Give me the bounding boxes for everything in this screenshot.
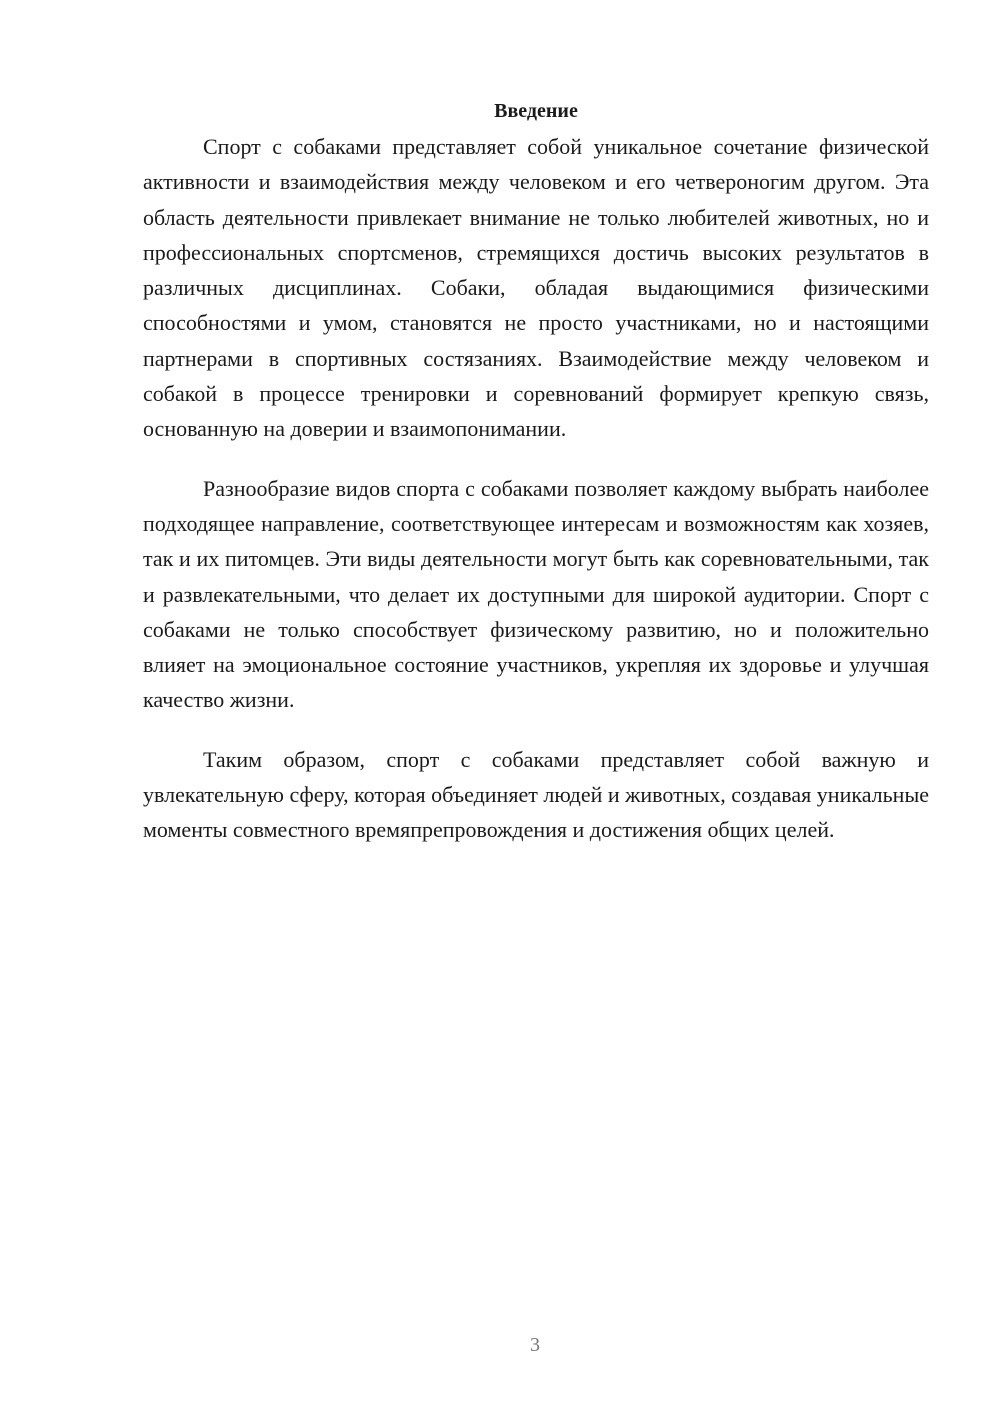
section-heading: Введение bbox=[494, 100, 578, 122]
paragraph-3: Таким образом, спорт с собаками представляет собой важную и увлекательную сферу, которая объединяет людей и животных, создавая уникальные моменты совместного времяпрепровождения и достижения общих целей. bbox=[143, 746, 929, 843]
paragraph-2: Разнообразие видов спорта с собаками позволяет каждому выбрать наиболее подходящее направление, соответствующее интересам и возможностям как хозяев, так и их питомцев. Эти виды деятельности могут быть как соревновательными, так и развлекательными, что делает их доступными для широкой аудитории. Спорт с собаками не только способствует физическому развитию, но и положительно влияет на эмоциональное состояние участников, укрепляя их здоровье и улучшая качество жизни. bbox=[143, 475, 929, 713]
paragraph-1: Спорт с собаками представляет собой уникальное сочетание физической активности и взаимодействия между человеком и его четвероногим другом. Эта область деятельности привлекает внимание не только любителей животных, но и профессиональных спортсменов, стремящихся достичь высоких результатов в различных дисциплинах. Собаки, обладая выдающимися физическими способностями и умом, становятся не просто участниками, но и настоящими партнерами в спортивных состязаниях. Взаимодействие между человеком и собакой в процессе тренировки и соревнований формирует крепкую связь, основанную на доверии и взаимопонимании. bbox=[143, 134, 929, 442]
document-body bbox=[143, 96, 929, 872]
page-number: 3 bbox=[530, 1334, 540, 1356]
